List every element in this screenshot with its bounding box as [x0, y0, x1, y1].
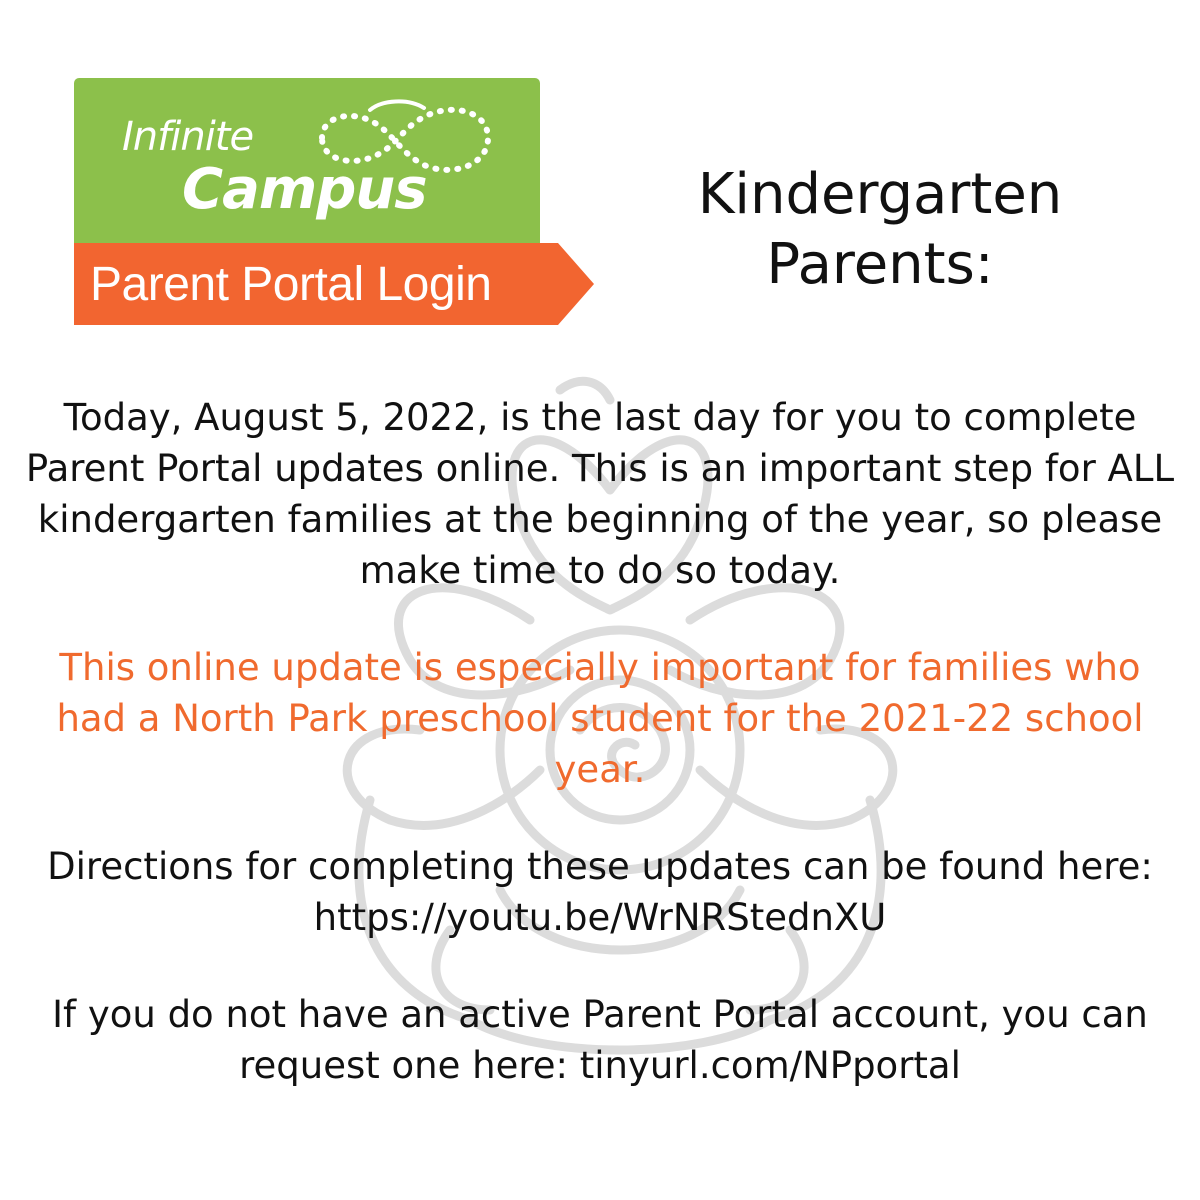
title-line-2: Parents: [766, 232, 994, 297]
infinite-campus-logo[interactable] [74, 78, 594, 328]
infinity-icon [312, 96, 498, 180]
page-title [630, 160, 1130, 300]
logo-word-infinite: Infinite [122, 114, 254, 160]
announcement-body [20, 392, 1180, 1091]
logo-word-campus: Campus [182, 157, 427, 222]
title-line-1: Kindergarten [697, 162, 1063, 227]
paragraph-deadline: Today, August 5, 2022, is the last day for you to complete Parent Portal updates online. This is an important step for ALL kindergarten families at the beginning of the year, so please make time to do so today. [25, 396, 1175, 592]
paragraph-account-request-link[interactable]: If you do not have an active Parent Portal account, you can request one here: tinyurl.com/NPportal [52, 993, 1148, 1087]
paragraph-preschool-note: This online update is especially important for families who had a North Park preschool student for the 2021-22 school year. [56, 646, 1144, 791]
parent-portal-login-banner[interactable] [74, 243, 594, 325]
logo-green-panel [74, 78, 540, 243]
paragraph-directions-link[interactable]: Directions for completing these updates can be found here: https://youtu.be/WrNRStednXU [47, 845, 1153, 939]
parent-portal-login-label: Parent Portal Login [90, 258, 492, 311]
